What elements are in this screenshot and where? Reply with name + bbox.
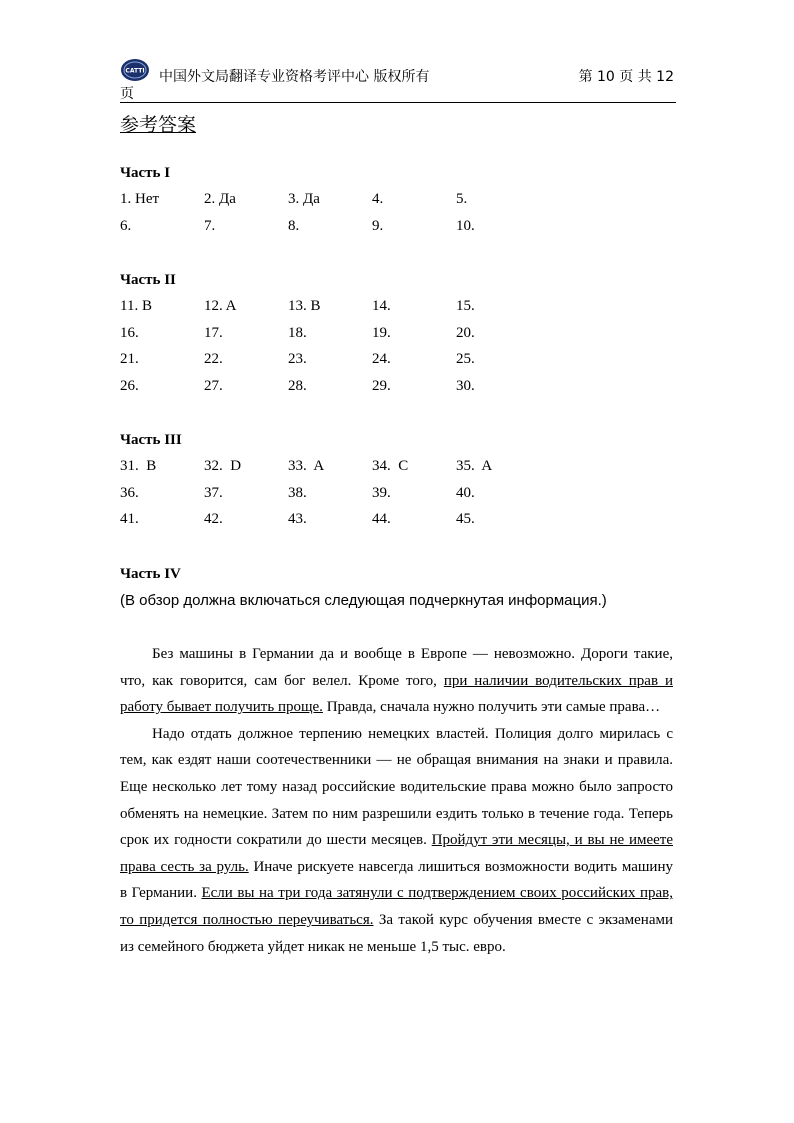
answer-cell: 7. [204,217,216,234]
answer-cell: 37. [204,484,223,501]
answer-row [120,213,540,240]
paragraph-text: Без машины в Германии да и вообще в Европе — невозможно. Дороги такие, что, как говорится, сам бог велел. Кроме того, [120,646,673,689]
header-divider [120,102,676,103]
answer-cell: 1. Нет [120,191,160,207]
answer-cell: 15. [456,298,475,314]
answer-cell: 12. A [204,298,237,314]
answer-cell: 5. [456,191,468,207]
answer-row [120,346,540,373]
paragraph-text: Надо отдать должное терпению немецких властей. Полиция долго мирилась с тем, как ездят наши соотечественники — не обращая внимания на знаки и правила. Еще несколько лет тому назад российские водительские права можно было запросто обменять на немецкие. Затем по ним разрешили ездить только в течение года. Теперь срок их годности сократили до шести месяцев. [120,725,673,849]
answer-cell: 45. [456,511,475,528]
answer-row [120,480,540,507]
answer-cell: 16. [120,324,139,341]
paragraph-text: Иначе рискуете навсегда лишиться возможности водить машину в Германии. [120,858,673,902]
answer-cell: 21. [120,351,139,368]
part2-title: Часть II [120,272,176,288]
answer-cell: 28. [288,378,307,395]
answer-cell: 6. [120,217,132,234]
answer-cell: 4. [372,191,384,207]
answer-cell: 26. [120,378,139,395]
part3-title: Часть III [120,432,182,448]
underlined-key-info: при наличии водительских прав и работу бывает получить проще. [120,672,673,716]
answer-cell: 14. [372,298,391,314]
answer-cell: 38. [288,484,307,501]
answer-cell: 44. [372,511,391,528]
page-title: 参考答案 [120,114,197,136]
logo-text: CATTI [125,67,145,75]
answer-row [120,373,540,400]
answer-cell: 11. B [120,298,152,314]
header-page-number: 第 10 页 共 12 [578,69,674,85]
answer-cell: 32. D [204,458,242,474]
answer-cell: 8. [288,217,300,234]
underlined-key-info: Если вы на три года затянули с подтверждением своих российских прав, то придется полностью переучиваться. [120,885,674,928]
answer-cell: 24. [372,351,391,368]
answer-cell: 42. [204,511,223,528]
answer-cell: 36. [120,484,139,501]
answer-cell: 34. C [372,458,409,474]
answer-cell: 27. [204,378,223,395]
catti-logo-icon [120,58,150,82]
page-header [120,58,676,104]
answer-cell: 9. [372,217,384,234]
answer-row [120,186,540,213]
answer-cell: 13. B [288,298,321,314]
answer-cell: 31. B [120,458,157,474]
answer-cell: 25. [456,351,475,368]
answer-row [120,293,540,320]
answer-cell: 30. [456,378,475,395]
answer-cell: 10. [456,217,475,234]
part1-answers [120,186,540,239]
header-org-text: 中国外文局翻译专业资格考评中心 版权所有 [159,69,430,85]
underlined-key-info: Пройдут эти месяцы, и вы не имеете права сесть за руль. [120,832,673,875]
answer-row [120,506,540,533]
part2-answers [120,293,540,400]
answer-row [120,320,540,347]
paragraph-2 [120,721,673,960]
part4-instruction: (В обзор должна включаться следующая подчеркнутая информация.) [120,592,607,609]
answer-cell: 39. [372,484,391,501]
part3-answers [120,453,540,533]
part4-title: Часть IV [120,566,181,582]
answer-cell: 33. A [288,458,325,474]
answer-cell: 23. [288,351,307,368]
answer-cell: 41. [120,511,139,528]
answer-cell: 22. [204,351,223,368]
paragraph-text: Правда, сначала нужно получить эти самые права… [322,699,661,716]
paragraph-1 [120,641,673,721]
answer-cell: 43. [288,511,307,528]
answer-cell: 20. [456,324,475,341]
answer-cell: 2. Да [204,191,236,207]
part1-title: Часть I [120,165,171,181]
header-page-wrap: 页 [120,86,134,102]
answer-cell: 35. A [456,458,493,474]
answer-cell: 29. [372,378,391,395]
paragraph-text: За такой курс обучения вместе с экзаменами из семейного бюджета уйдет никак не меньше 1,5 тыс. евро. [120,911,673,955]
answer-cell: 3. Да [288,191,320,207]
answer-cell: 40. [456,484,475,501]
answer-row [120,453,540,480]
answer-cell: 18. [288,324,307,341]
answer-cell: 17. [204,324,223,341]
answer-cell: 19. [372,324,391,341]
summary-text [120,641,673,960]
